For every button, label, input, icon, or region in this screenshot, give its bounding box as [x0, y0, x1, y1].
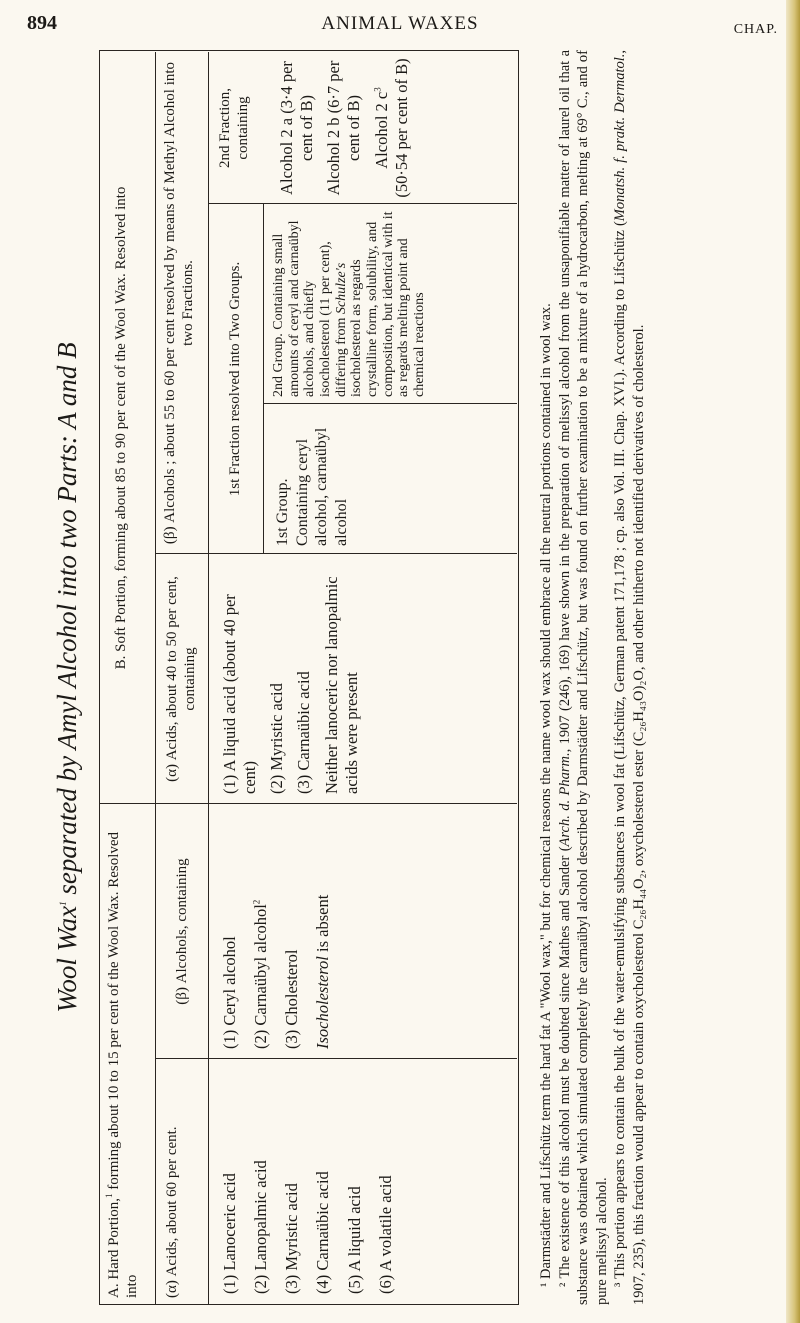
soft-acids-list [208, 554, 517, 804]
title-footnote-mark: 1 [58, 901, 68, 906]
isocholesterol-term: Isocholesterol [313, 956, 333, 1049]
second-group-text-b: isocholesterol as regards crystalline form, solubility, and composition, but identical with it as regards melting point and chemical reactions [349, 211, 428, 397]
absent-note: is absent [313, 894, 333, 957]
soft-acid-item: Neither lanoceric nor lanopalmic acids were present [321, 576, 361, 794]
wool-wax-table [99, 50, 519, 1305]
hard-portion-desc: forming about 10 to 15 per cent of the Wool Wax. Resolved into [106, 831, 141, 1298]
footnote-3-a: ³ This portion appears to contain the bulk of the water-emulsifying substances in wool fat (Lifschütz, German patent 171,178 ; cp. also Vol. III. Chap. XVI.). According to Lifschütz ( [612, 221, 629, 1287]
hard-alcohol-item: (1) Ceryl alcohol [220, 936, 239, 1049]
footnote-2-journal: Arch. d. Pharm. [556, 752, 573, 847]
soft-acids-heading: (α) Acids, about 40 to 50 per cent, containing [164, 576, 199, 782]
footnotes [537, 50, 648, 1305]
hard-acid-item: (4) Carnaübic acid [313, 1171, 333, 1294]
hard-acid-item: (6) A volatile acid [375, 1175, 395, 1294]
hard-alcohol-item [251, 814, 271, 1049]
hard-acids-list [208, 1059, 517, 1304]
running-title: ANIMAL WAXES [321, 13, 479, 34]
hard-alcohol-footnote-mark: 2 [251, 899, 262, 905]
chapter-label: CHAP. [733, 22, 778, 37]
second-fraction-heading: 2nd Fraction, containing [217, 88, 252, 168]
soft-acid-item: (3) Carnaübic acid [294, 671, 314, 794]
hard-acid-item: (3) Myristic acid [282, 1183, 302, 1294]
fraction-item: (50·54 per cent of B) [391, 58, 411, 198]
hard-alcohol-name: (2) Carnaübyl alcohol [251, 904, 271, 1049]
soft-portion-heading: B. Soft Portion, forming about 85 to 90 per cent of the Wool Wax. Resolved into [113, 186, 129, 670]
hard-portion-footnote-mark: 1 [104, 1193, 114, 1198]
hard-alcohol-item [313, 814, 333, 1049]
hard-portion-label: A. Hard Portion, [106, 1198, 122, 1298]
footnote-2-b: , 1907 (246), 169) have shown in the preparation of melissyl alcohol from the unsaponifiable matter of laurel oil that a substance was obtained which simulated completely the carnaübyl alcohol described by Darmstädter and Lifschütz, but was found on further examination to be a mixture of a hydrocarbon, melting at 69° C., and of pure melissyl alcohol. [556, 49, 610, 1305]
second-group [263, 204, 517, 404]
footnote-2 [556, 50, 612, 1305]
hard-alcohols-list [208, 804, 517, 1059]
hard-alcohol-item: (3) Cholesterol [282, 949, 302, 1049]
footnote-2-a: ² The existence of this alcohol must be doubted since Mathes and Sander ( [556, 846, 573, 1287]
page-number: 894 [27, 12, 57, 34]
footnote-3-b: , 1907, 235), this fraction would appear to contain oxycholesterol C₂₆H₄₄O₂, oxycholesterol ester (C₂₆H₄₃O)₂O, and other hitherto not identified derivatives of cholesterol. [612, 50, 647, 1305]
footnote-3-journal: Monatsh. f. prakt. Dermatol. [612, 53, 629, 222]
fraction-item [372, 56, 392, 200]
title-part-a: Wool Wax [52, 905, 82, 1013]
hard-acid-item: (5) A liquid acid [344, 1186, 364, 1294]
hard-alcohols-heading: (β) Alcohols, containing [174, 858, 190, 1005]
soft-acid-item: (2) Myristic acid [267, 683, 287, 794]
footnote-3 [611, 50, 648, 1305]
soft-acid-item: (1) A liquid acid (about 40 per cent) [220, 594, 260, 794]
second-group-text-a: 2nd Group. Containing small amounts of ceryl and carnaübyl alcohols, and chiefly isocholesterol (11 per cent), differing from [271, 220, 349, 397]
fraction-item: Alcohol 2 a (3·4 per cent of B) [277, 61, 317, 195]
fraction-item: Alcohol 2 b (6·7 per cent of B) [324, 60, 364, 196]
page-header [0, 8, 800, 38]
footnote-1: ¹ Darmstädter and Lifschütz term the hard fat A "Wool wax," but for chemical reasons the name wool wax should embrace all the neutral portions contained in wool wax. [538, 303, 554, 1287]
second-fraction-list [263, 52, 517, 204]
hard-acid-item: (2) Lanopalmic acid [251, 1160, 271, 1294]
hard-portion-heading [100, 804, 155, 1304]
table-title [37, 50, 89, 1305]
rotated-content [37, 50, 792, 1305]
schulze-name: Schulze's [333, 262, 349, 315]
first-fraction-heading: 1st Fraction resolved into Two Groups. [227, 261, 243, 497]
hard-acids-heading: (α) Acids, about 60 per cent. [164, 1126, 180, 1298]
hard-acid-item: (1) Lanoceric acid [220, 1173, 239, 1294]
title-part-b: separated by Amyl Alcohol into two Parts: A and B [52, 342, 82, 902]
soft-alcohols-heading: (β) Alcohols ; about 55 to 60 per cent resolved by means of Methyl Alcohol into two Fractions. [162, 61, 197, 545]
fraction-item-name: Alcohol 2 c [371, 91, 391, 169]
fraction-footnote-mark: 3 [372, 87, 382, 92]
first-group: 1st Group. Containing ceryl alcohol, carnaübyl alcohol [274, 427, 350, 546]
